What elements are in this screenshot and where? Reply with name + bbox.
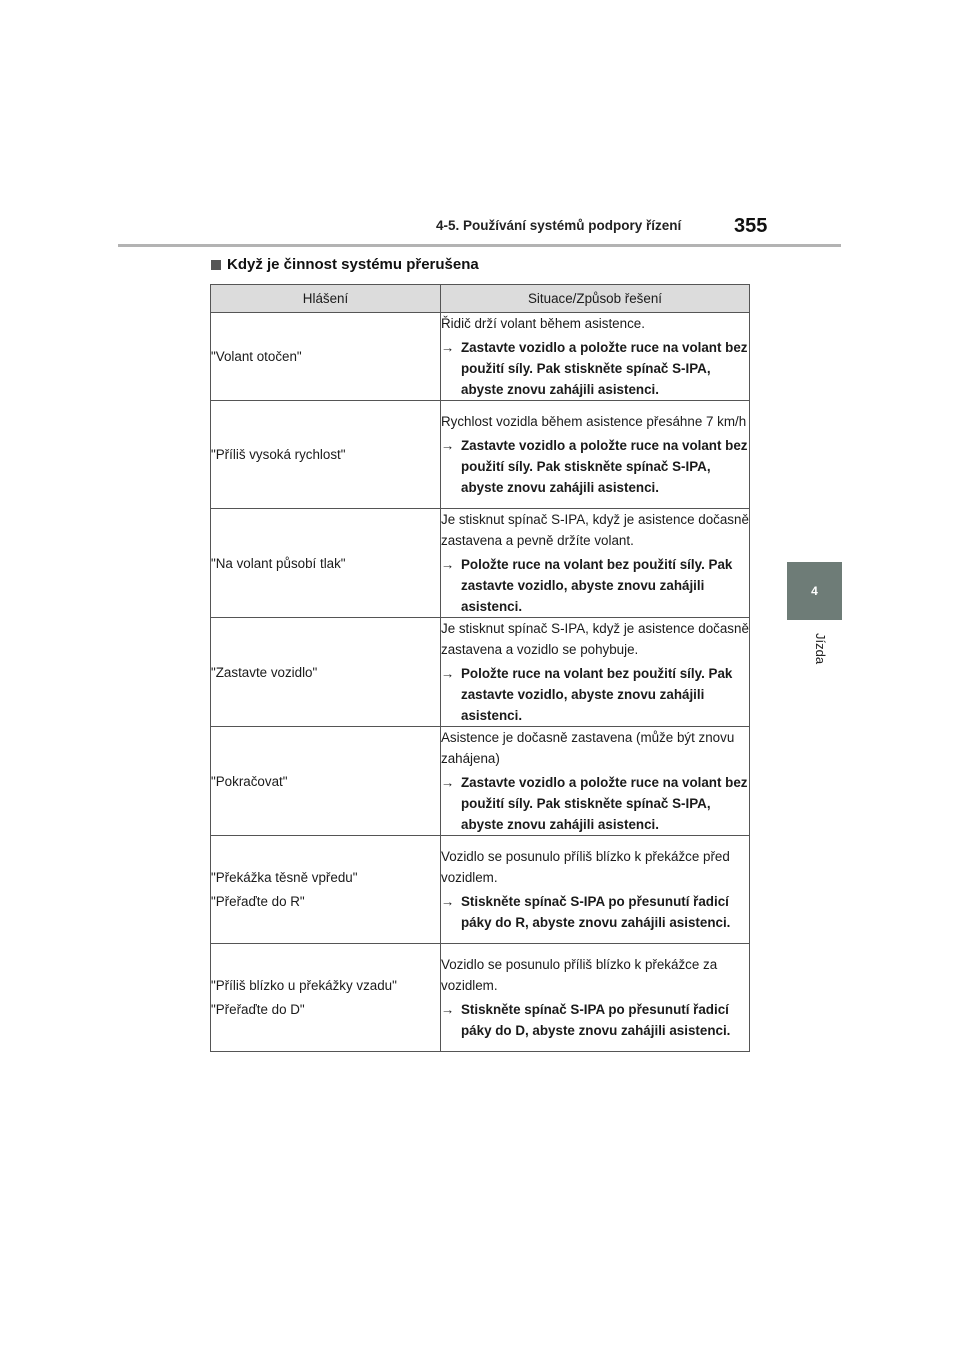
header-rule — [118, 244, 841, 247]
arrow-right-icon: → — [441, 894, 455, 909]
solution-text: Položte ruce na volant bez použití síly. Pak zastavte vozidlo, abyste znovu zahájili asistenci. — [461, 557, 733, 614]
table-row — [211, 944, 750, 1052]
message-table — [210, 284, 750, 1052]
situation-text: Asistence je dočasně zastavena (může být znovu zahájena) — [441, 730, 735, 766]
situation-cell — [441, 509, 750, 618]
arrow-right-icon: → — [441, 1002, 455, 1017]
situation-cell — [441, 313, 750, 401]
chapter-tab-label: Jízda — [813, 633, 828, 665]
message-text: "Příliš vysoká rychlost" — [211, 447, 346, 462]
table-header-row — [211, 285, 750, 313]
section-heading — [211, 256, 479, 273]
situation-cell — [441, 836, 750, 944]
solution — [441, 891, 749, 933]
situation-cell — [441, 618, 750, 727]
message-text: "Přeřaďte do D" — [211, 1002, 305, 1017]
arrow-right-icon: → — [441, 775, 455, 790]
section-heading-text: Když je činnost systému přerušena — [227, 256, 479, 273]
solution-text: Zastavte vozidlo a položte ruce na volant bez použití síly. Pak stiskněte spínač S-IPA, abyste znovu zahájili asistenci. — [461, 340, 748, 397]
table-row — [211, 727, 750, 836]
table-row — [211, 509, 750, 618]
message-text: "Zastavte vozidlo" — [211, 664, 318, 680]
message-cell — [211, 836, 441, 944]
message-text: "Překážka těsně vpředu" — [211, 870, 358, 885]
message-cell — [211, 401, 441, 509]
table-row — [211, 618, 750, 727]
arrow-right-icon: → — [441, 438, 455, 453]
situation-text: Řidič drží volant během asistence. — [441, 316, 645, 331]
solution — [441, 554, 749, 617]
situation-cell — [441, 727, 750, 836]
table-header-situation: Situace/Způsob řešení — [441, 285, 750, 313]
table-header-message: Hlášení — [211, 285, 441, 313]
message-text: "Přeřaďte do R" — [211, 894, 305, 909]
solution-text: Zastavte vozidlo a položte ruce na volant bez použití síly. Pak stiskněte spínač S-IPA, abyste znovu zahájili asistenci. — [461, 775, 748, 832]
message-text: "Na volant působí tlak" — [211, 555, 346, 571]
header-section-title: 4-5. Používání systémů podpory řízení — [436, 218, 682, 233]
table-row — [211, 401, 750, 509]
solution — [441, 772, 749, 835]
message-cell — [211, 944, 441, 1052]
solution — [441, 999, 749, 1041]
solution-text: Stiskněte spínač S-IPA po přesunutí řadicí páky do R, abyste znovu zahájili asistenci. — [461, 894, 731, 930]
square-bullet-icon — [211, 260, 221, 270]
solution — [441, 435, 749, 498]
table-row — [211, 836, 750, 944]
arrow-right-icon: → — [441, 666, 455, 681]
solution-text: Položte ruce na volant bez použití síly. Pak zastavte vozidlo, abyste znovu zahájili asistenci. — [461, 666, 733, 723]
solution — [441, 663, 749, 726]
situation-text: Je stisknut spínač S-IPA, když je asistence dočasně zastavena a pevně držíte volant. — [441, 512, 749, 548]
message-cell — [211, 618, 441, 727]
chapter-tab-number: 4 — [811, 584, 818, 598]
situation-text: Je stisknut spínač S-IPA, když je asistence dočasně zastavena a vozidlo se pohybuje. — [441, 621, 749, 657]
table-row — [211, 313, 750, 401]
message-text: "Příliš blízko u překážky vzadu" — [211, 978, 397, 993]
arrow-right-icon: → — [441, 340, 455, 355]
situation-cell — [441, 401, 750, 509]
situation-text: Vozidlo se posunulo příliš blízko k překážce za vozidlem. — [441, 957, 718, 993]
solution — [441, 337, 749, 400]
situation-text: Vozidlo se posunulo příliš blízko k překážce před vozidlem. — [441, 849, 730, 885]
situation-cell — [441, 944, 750, 1052]
message-cell — [211, 727, 441, 836]
message-text: "Pokračovat" — [211, 773, 288, 789]
page-number: 355 — [734, 215, 768, 237]
solution-text: Zastavte vozidlo a položte ruce na volant bez použití síly. Pak stiskněte spínač S-IPA, abyste znovu zahájili asistenci. — [461, 438, 748, 495]
message-cell — [211, 313, 441, 401]
message-text: "Volant otočen" — [211, 349, 302, 364]
message-cell — [211, 509, 441, 618]
situation-text: Rychlost vozidla během asistence přesáhne 7 km/h — [441, 414, 747, 429]
chapter-tab — [787, 562, 842, 620]
arrow-right-icon: → — [441, 557, 455, 572]
solution-text: Stiskněte spínač S-IPA po přesunutí řadicí páky do D, abyste znovu zahájili asistenci. — [461, 1002, 731, 1038]
